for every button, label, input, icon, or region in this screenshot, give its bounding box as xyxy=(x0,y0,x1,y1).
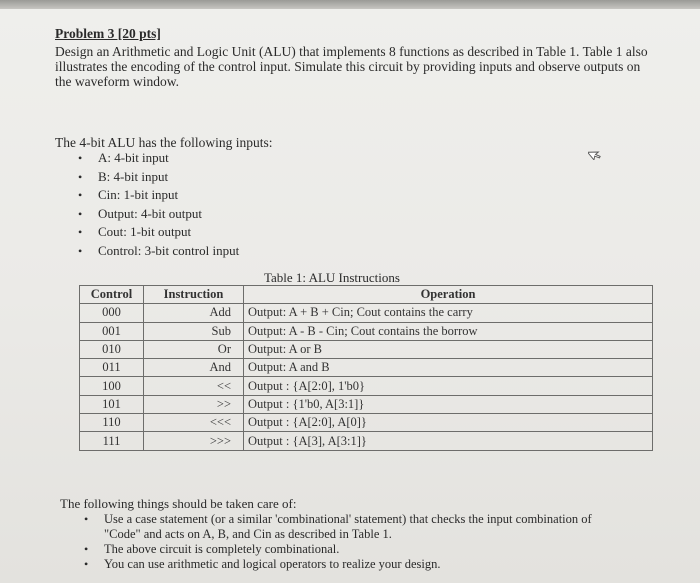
inputs-heading: The 4-bit ALU has the following inputs: xyxy=(55,135,273,150)
list-item: • Output: 4-bit output xyxy=(78,205,239,224)
problem-intro: Design an Arithmetic and Logic Unit (ALU) that implements 8 functions as described in Table 1. Table 1 also illustrates the encoding of the control input. Simulate this circuit by providing inputs and observe outputs on the waveform window. xyxy=(55,44,648,89)
cell-instruction: Sub xyxy=(144,322,244,340)
cell-operation: Output: A or B xyxy=(244,340,653,358)
document-page xyxy=(0,9,700,583)
cell-control: 100 xyxy=(80,377,144,395)
top-window-strip xyxy=(0,0,700,9)
cell-instruction: >> xyxy=(144,395,244,413)
table-row xyxy=(80,395,653,413)
cell-instruction: Add xyxy=(144,304,244,322)
cell-operation: Output : {A[3], A[3:1]} xyxy=(244,432,653,450)
alu-instructions-table xyxy=(79,285,653,451)
cell-control: 011 xyxy=(80,359,144,377)
table-row xyxy=(80,414,653,432)
table-row xyxy=(80,304,653,322)
list-item: • You can use arithmetic and logical operators to realize your design. xyxy=(84,557,604,572)
header-control: Control xyxy=(80,286,144,304)
table-row xyxy=(80,340,653,358)
problem-heading: Problem 3 [20 pts] xyxy=(55,26,161,41)
table-row xyxy=(80,322,653,340)
cell-control: 111 xyxy=(80,432,144,450)
list-item: • Cout: 1-bit output xyxy=(78,223,239,242)
list-item: • Cin: 1-bit input xyxy=(78,186,239,205)
cell-operation: Output: A + B + Cin; Cout contains the carry xyxy=(244,304,653,322)
cell-instruction: And xyxy=(144,359,244,377)
table-header-row xyxy=(80,286,653,304)
cell-control: 010 xyxy=(80,340,144,358)
list-item: • The above circuit is completely combinational. xyxy=(84,542,604,557)
cell-control: 001 xyxy=(80,322,144,340)
cell-operation: Output : {1'b0, A[3:1]} xyxy=(244,395,653,413)
list-item: • A: 4-bit input xyxy=(78,149,239,168)
mouse-cursor-icon xyxy=(588,146,604,160)
list-item: • Control: 3-bit control input xyxy=(78,242,239,261)
table-row xyxy=(80,377,653,395)
table-row xyxy=(80,432,653,450)
list-item: • B: 4-bit input xyxy=(78,168,239,187)
cell-operation: Output : {A[2:0], A[0]} xyxy=(244,414,653,432)
cell-instruction: << xyxy=(144,377,244,395)
cell-control: 110 xyxy=(80,414,144,432)
table-row xyxy=(80,359,653,377)
list-item: • Use a case statement (or a similar 'combinational' statement) that checks the input combination of "Code" and acts on A, B, and Cin as described in Table 1. xyxy=(84,512,604,542)
cell-control: 101 xyxy=(80,395,144,413)
cell-operation: Output : {A[2:0], 1'b0} xyxy=(244,377,653,395)
cell-control: 000 xyxy=(80,304,144,322)
cell-instruction: <<< xyxy=(144,414,244,432)
inputs-list xyxy=(78,149,239,261)
cell-instruction: Or xyxy=(144,340,244,358)
notes-list xyxy=(84,512,604,572)
cell-operation: Output: A - B - Cin; Cout contains the borrow xyxy=(244,322,653,340)
header-operation: Operation xyxy=(244,286,653,304)
header-instruction: Instruction xyxy=(144,286,244,304)
cell-operation: Output: A and B xyxy=(244,359,653,377)
table-caption: Table 1: ALU Instructions xyxy=(264,270,400,285)
notes-heading: The following things should be taken care of: xyxy=(60,496,297,511)
cell-instruction: >>> xyxy=(144,432,244,450)
